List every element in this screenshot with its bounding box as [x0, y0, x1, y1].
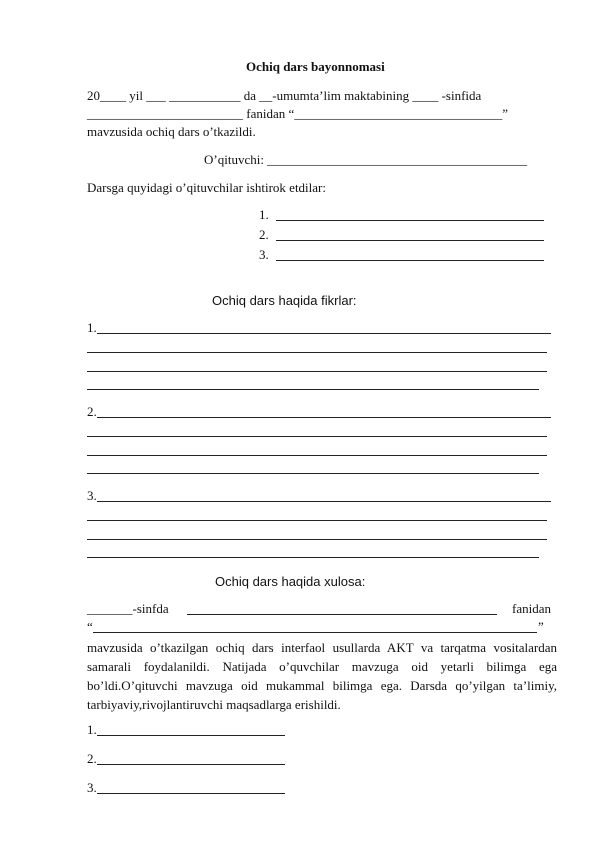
quote-open: “ [87, 619, 93, 634]
opinion-line [87, 352, 547, 353]
conclusion-class: _______-sinfda [87, 601, 169, 616]
attendee-line-1 [276, 220, 544, 221]
attendee-number: 1. [259, 207, 269, 222]
signer-number: 1. [87, 722, 97, 737]
opinion-line [97, 417, 551, 418]
attendee-number: 2. [259, 227, 269, 242]
opinion-number: 2. [87, 404, 97, 419]
signer-line [97, 793, 285, 794]
page-title: Ochiq dars bayonnomasi [246, 59, 385, 74]
attendee-line-3 [276, 260, 544, 261]
opinions-heading: Ochiq dars haqida fikrlar: [212, 293, 357, 308]
opinion-line [87, 455, 547, 456]
opinion-number: 1. [87, 320, 97, 335]
signer-line [97, 735, 285, 736]
conclusion-paragraph: mavzusida o’tkazilgan ochiq dars interfaol usullarda AKT va tarqatma vositalardan samarali foydalanildi. Natijada o’quvchilar mavzuga oid yetarli bilimga ega bo’ldi.O’qituvchi mavzuga oid mukammal bilimga ega. Darsda qo’yilgan ta’limiy, tarbiyaviy,rivojlantiruvchi maqsadlarga erishildi. [87, 640, 557, 712]
conclusion-fanidan: fanidan [512, 601, 551, 616]
opinion-line [87, 539, 547, 540]
header-line-2: ________________________ fanidan “________________________________” [87, 106, 509, 121]
opinion-line [87, 371, 547, 372]
topic-line [93, 632, 537, 633]
opinion-line [87, 520, 547, 521]
header-line-3: mavzusida ochiq dars o’tkazildi. [87, 124, 256, 139]
opinion-line [87, 473, 539, 474]
opinion-line [87, 557, 539, 558]
opinion-line [87, 436, 547, 437]
teacher-field: O’qituvchi: ________________________________________ [204, 152, 528, 167]
signer-number: 2. [87, 751, 97, 766]
attendee-number: 3. [259, 247, 269, 262]
header-line-1: 20____ yil ___ ___________ da __-umumta’lim maktabining ____ -sinfida [87, 88, 482, 103]
attendee-line-2 [276, 240, 544, 241]
attendees-intro: Darsga quyidagi o’qituvchilar ishtirok etdilar: [87, 180, 326, 195]
opinion-line [97, 501, 551, 502]
subject-line [187, 614, 497, 615]
opinion-number: 3. [87, 488, 97, 503]
opinion-line [87, 389, 539, 390]
conclusion-heading: Ochiq dars haqida xulosa: [215, 574, 366, 589]
signer-line [97, 764, 285, 765]
opinion-line [97, 333, 551, 334]
quote-close: ” [538, 619, 544, 634]
signer-number: 3. [87, 780, 97, 795]
